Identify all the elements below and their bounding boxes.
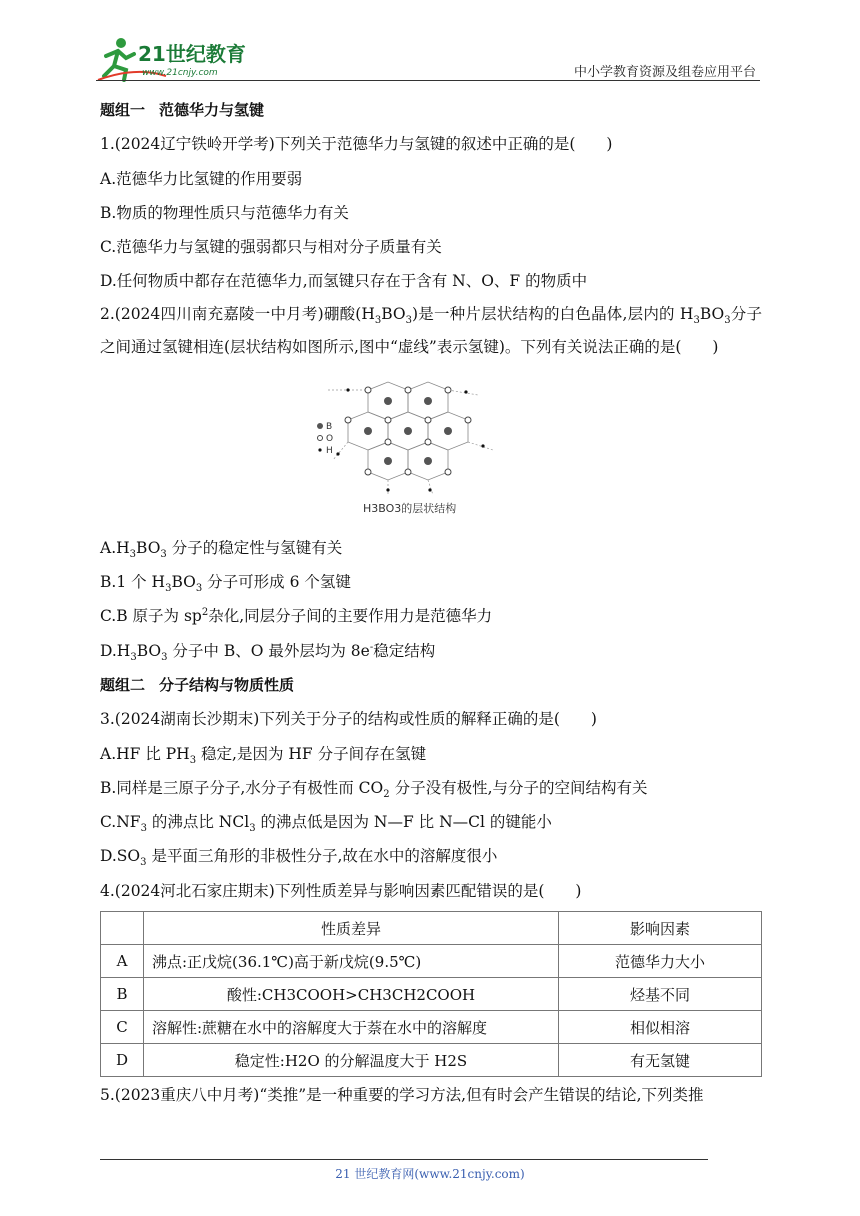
table-cell-factor: 相似相溶 xyxy=(559,1011,762,1044)
legend-oxygen: O xyxy=(326,433,334,444)
table-cell-factor: 范德华力大小 xyxy=(559,945,762,978)
question-1-option-b: B.物质的物理性质只与范德华力有关 xyxy=(100,203,349,222)
question-1-stem: 1.(2024辽宁铁岭开学考)下列关于范德华力与氢键的叙述中正确的是( ) xyxy=(100,135,613,154)
legend-boron: B xyxy=(326,421,333,432)
property-factor-table xyxy=(100,911,762,1077)
question-3-option-d: $D.SO_3$ 是平面三角形的非极性分子,故在水中的溶解度很小 xyxy=(100,847,498,869)
logo-url: www.21cnjy.com xyxy=(142,68,218,78)
table-cell-factor: 有无氢键 xyxy=(559,1044,762,1077)
table-row xyxy=(101,978,762,1011)
table-row xyxy=(101,945,762,978)
table-cell-key: B xyxy=(101,978,144,1011)
footer-link[interactable]: 21 世纪教育网(www.21cnjy.com) xyxy=(335,1167,525,1181)
question-3-stem: 3.(2024湖南长沙期末)下列关于分子的结构或性质的解释正确的是( ) xyxy=(100,710,597,729)
question-4-stem: 4.(2024河北石家庄期末)下列性质差异与影响因素匹配错误的是( ) xyxy=(100,881,582,900)
header-tagline: 中小学教育资源及组卷应用平台 xyxy=(573,65,756,80)
question-2-stem: 2.(2024四川南充嘉陵一中月考)硼酸$(H_3BO_3)$是一种片层状结构的白色晶体,层内的 $H_3BO_3$分子之间通过氢键相连(层状结构如图所示,图中“虚线”表示氢键)。下列有关说法正确的是( ) xyxy=(100,304,762,356)
table-cell-key: D xyxy=(101,1044,144,1077)
question-3-option-b: B.同样是三原子分子,水分子有极性而 $CO_2$ 分子没有极性,与分子的空间结构有关 xyxy=(100,778,648,800)
table-header-difference: 性质差异 xyxy=(144,912,559,945)
figure-caption: H3BO3的层状结构 xyxy=(363,501,457,515)
table-cell-difference: 酸性:CH3COOH>CH3CH2COOH xyxy=(144,978,559,1011)
footer-divider xyxy=(100,1159,708,1160)
question-2-option-d: $D.H_3BO_3$ 分子中 B、O 最外层均为 8e-稳定结构 xyxy=(100,641,436,663)
question-1-option-d: D.任何物质中都存在范德华力,而氢键只存在于含有 N、O、F 的物质中 xyxy=(100,272,588,291)
table-cell-factor: 烃基不同 xyxy=(559,978,762,1011)
question-5-stem: 5.(2023重庆八中月考)“类推”是一种重要的学习方法,但有时会产生错误的结论,下列类推 xyxy=(100,1086,704,1105)
site-logo[interactable] xyxy=(96,36,266,84)
table-cell-difference: 沸点:正戊烷(36.1℃)高于新戊烷(9.5℃) xyxy=(144,945,559,978)
table-cell-key: C xyxy=(101,1011,144,1044)
question-2-option-b: B.1 个 $H_3BO_3$ 分子可形成 6 个氢键 xyxy=(100,573,351,595)
table-cell-key: A xyxy=(101,945,144,978)
h3bo3-layer-structure-figure xyxy=(308,370,508,520)
table-header-row xyxy=(101,912,762,945)
table-cell-difference: 稳定性:H2O 的分解温度大于 H2S xyxy=(144,1044,559,1077)
question-1-option-c: C.范德华力与氢键的强弱都只与相对分子质量有关 xyxy=(100,238,442,257)
question-1-option-a: A.范德华力比氢键的作用要弱 xyxy=(100,169,303,188)
table-row xyxy=(101,1044,762,1077)
table-cell-difference: 溶解性:蔗糖在水中的溶解度大于萘在水中的溶解度 xyxy=(144,1011,559,1044)
question-3-option-c: $C.NF_3$ 的沸点比 NCl$_3$ 的沸点低是因为 N—F 比 N—Cl 的键能小 xyxy=(100,813,552,835)
question-2-option-a: $A.H_3BO_3$ 分子的稳定性与氢键有关 xyxy=(100,538,343,560)
table-header-factor: 影响因素 xyxy=(559,912,762,945)
table-header-key xyxy=(101,912,144,945)
question-3-option-a: A.HF 比 $PH_3$ 稳定,是因为 HF 分子间存在氢键 xyxy=(100,744,427,766)
section-heading-1: 题组一 范德华力与氢键 xyxy=(100,101,265,119)
question-2-option-c: C.B 原子为 $sp^2$杂化,同层分子间的主要作用力是范德华力 xyxy=(100,607,493,626)
legend-hydrogen: H xyxy=(326,445,333,456)
table-row xyxy=(101,1011,762,1044)
header-divider xyxy=(96,80,760,81)
logo-text: 21世纪教育 xyxy=(138,42,246,66)
section-heading-2: 题组二 分子结构与物质性质 xyxy=(100,675,295,694)
document-body xyxy=(100,100,762,1119)
